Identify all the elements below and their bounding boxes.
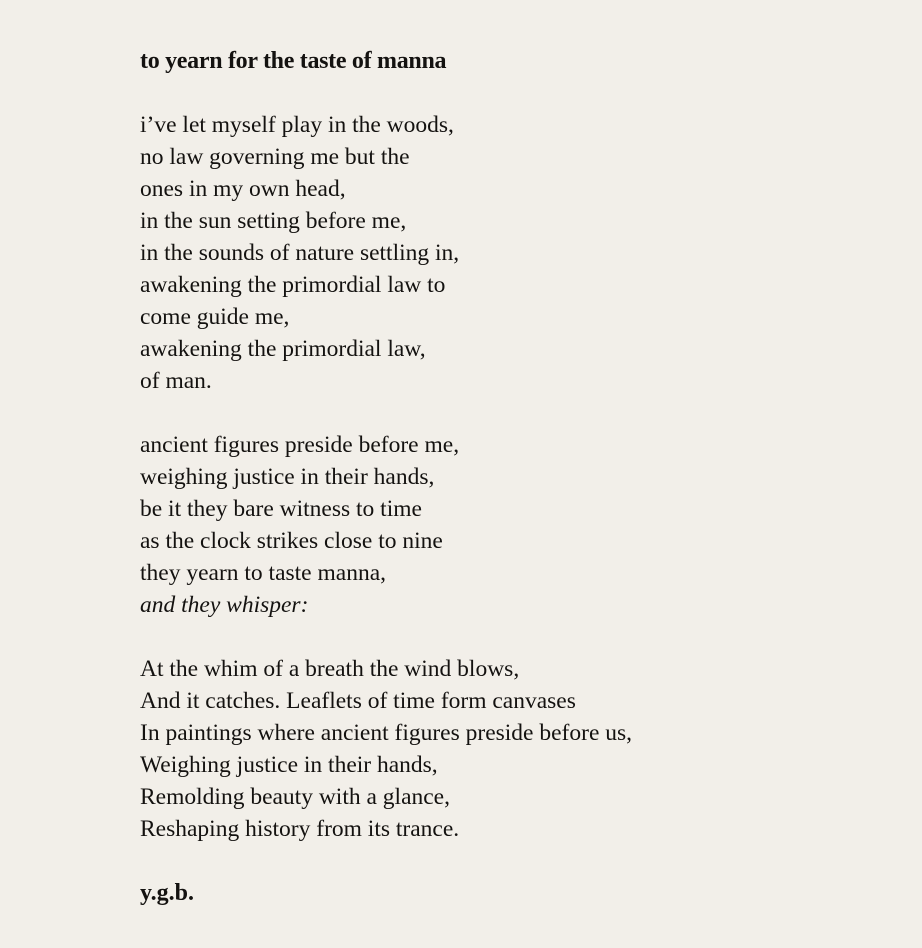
poem-line: i’ve let myself play in the woods, [140,112,454,138]
stanza-1 [140,109,632,397]
poem-line: Remolding beauty with a glance, [140,784,450,810]
poem-line: At the whim of a breath the wind blows, [140,656,520,682]
poem-line: And it catches. Leaflets of time form canvases [140,688,576,714]
poem-line: in the sounds of nature settling in, [140,240,460,266]
poem-line: In paintings where ancient figures preside before us, [140,720,633,746]
poem-line: be it they bare witness to time [140,496,422,522]
poem-line: of man. [140,368,212,394]
signature: y.g.b. [140,880,195,906]
poem-line: ancient figures preside before me, [140,432,460,458]
stanza-2 [140,429,632,621]
poem-line: awakening the primordial law, [140,336,426,362]
poem-line: as the clock strikes close to nine [140,528,443,554]
poem-line: Weighing justice in their hands, [140,752,438,778]
stanza-break [140,621,632,653]
poem-line: Reshaping history from its trance. [140,816,460,842]
poem-line: weighing justice in their hands, [140,464,435,490]
stanza-break [140,77,632,109]
stanza-break [140,397,632,429]
poem-line: ones in my own head, [140,176,346,202]
poem-title: to yearn for the taste of manna [140,48,447,74]
stanza-break [140,845,632,877]
poem [140,45,632,909]
poem-line: no law governing me but the [140,144,410,170]
poem-line: they yearn to taste manna, [140,560,387,586]
poem-line: in the sun setting before me, [140,208,407,234]
stanza-3 [140,653,632,845]
poem-line: awakening the primordial law to [140,272,446,298]
poem-line: come guide me, [140,304,290,330]
poem-line-italic: and they whisper: [140,592,309,618]
